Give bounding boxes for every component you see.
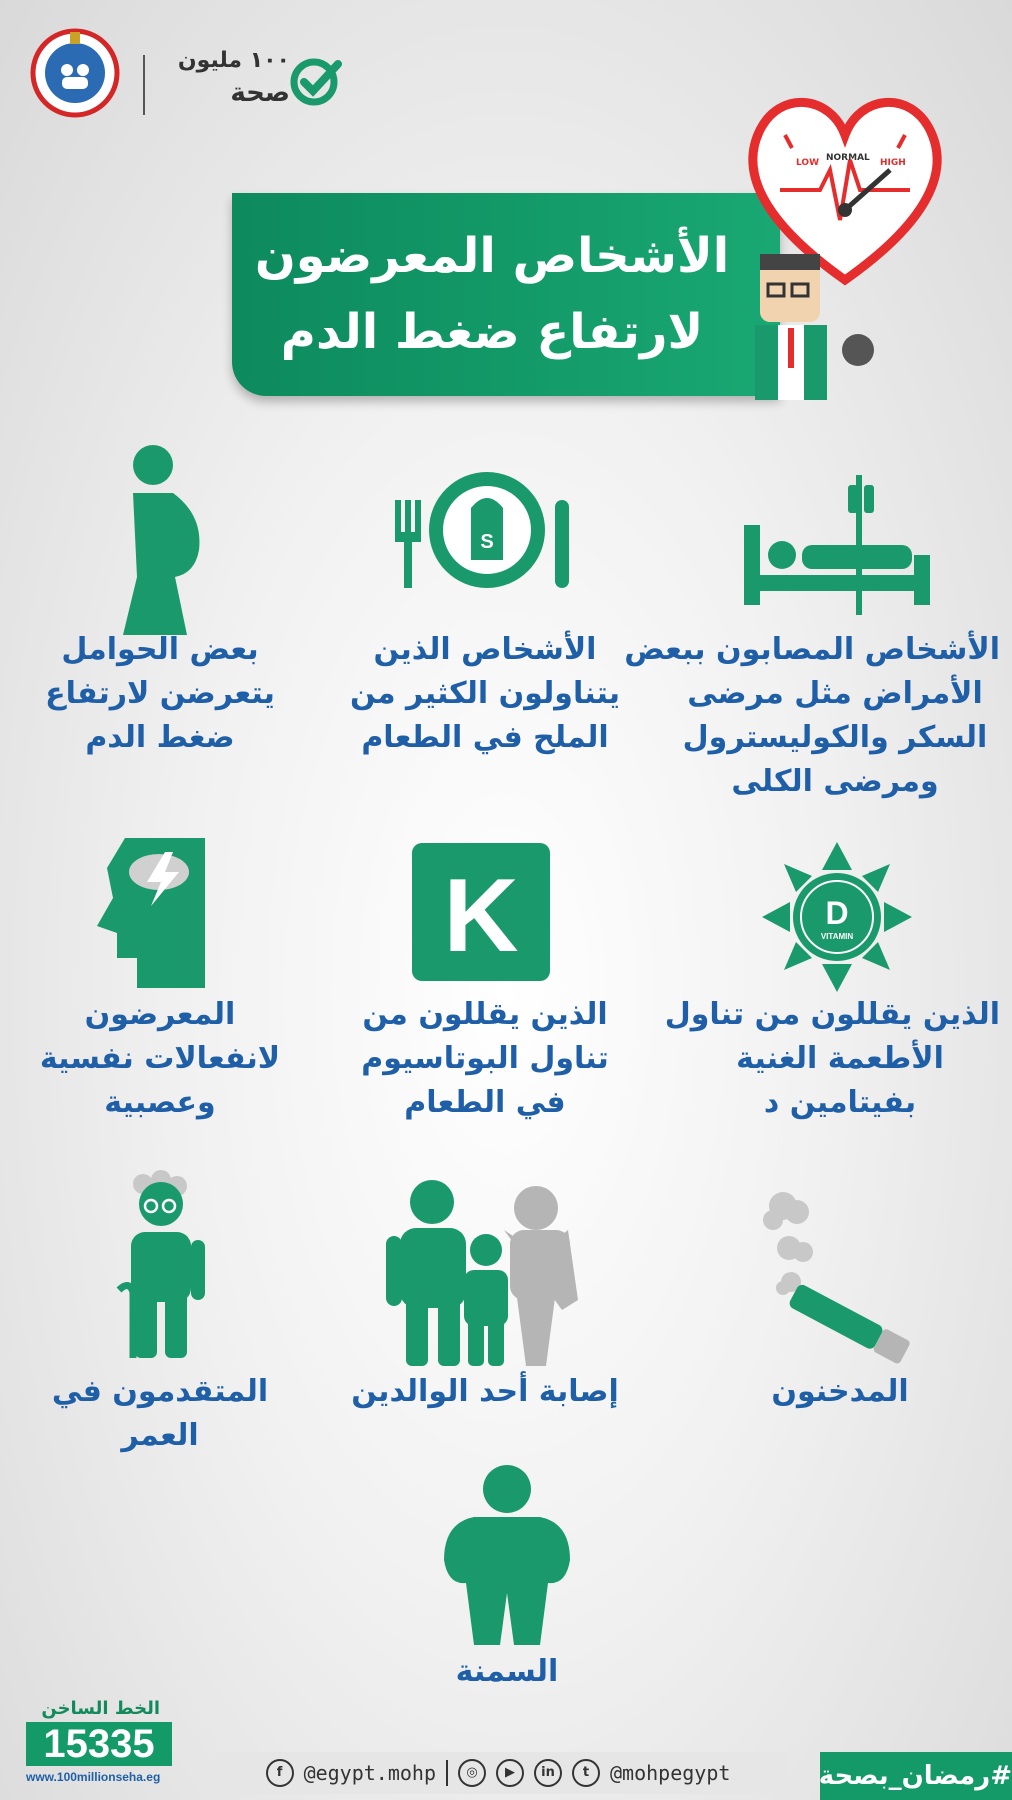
footer-divider (446, 1760, 448, 1786)
linkedin-icon[interactable]: in (534, 1759, 562, 1787)
hotline-label: الخط الساخن (41, 1698, 160, 1719)
label-chronic-diseases: الأشخاص المصابون ببعض الأمراض مثل مرضى السكر والكوليسترول ومرضى الكلى (624, 632, 1000, 799)
pregnant-woman-icon (115, 445, 205, 635)
label-potassium: الذين يقللون من تناول البوتاسيوم في الطعام (361, 997, 609, 1120)
sick-bed-icon (744, 475, 930, 615)
label-pregnancy: بعض الحوامل يتعرضن لارتفاع ضغط الدم (45, 632, 275, 755)
label-family-history: إصابة أحد الوالدين (351, 1374, 619, 1409)
gauge-normal-label: NORMAL (826, 153, 870, 163)
potassium-k-icon (412, 843, 550, 981)
check-circle-icon (290, 56, 342, 108)
cigarette-icon (755, 1188, 915, 1368)
obese-person-icon (444, 1465, 570, 1645)
social-handle[interactable]: @mohpegypt (610, 1761, 731, 1785)
hotline-number[interactable]: 15335 (26, 1722, 172, 1766)
vitamin-d-sun-icon (762, 842, 912, 992)
website-link[interactable]: www.100millionseha.eg (26, 1770, 161, 1784)
label-smokers: المدخنون (771, 1374, 909, 1409)
campaign-logo (172, 48, 352, 118)
label-obesity: السمنة (455, 1654, 559, 1689)
header-divider (143, 55, 145, 115)
instagram-icon[interactable]: ◎ (458, 1759, 486, 1787)
campaign-word: صحة (230, 78, 290, 108)
salt-plate-icon (393, 470, 573, 590)
title-line-1: الأشخاص المعرضون (254, 228, 730, 284)
stressed-head-icon (97, 838, 211, 988)
family-icon (386, 1180, 586, 1366)
title-line-2: لارتفاع ضغط الدم (280, 304, 704, 360)
elderly-man-icon (105, 1170, 215, 1358)
label-stress: المعرضون لانفعالات نفسية وعصبية (39, 997, 281, 1120)
label-high-salt: الأشخاص الذين يتناولون الكثير من الملح في الطعام (350, 632, 620, 755)
label-elderly: المتقدمون في العمر (51, 1374, 269, 1453)
label-vitamin-d: الذين يقللون من تناول الأطعمة الغنية بفيتامين د (664, 997, 1000, 1120)
potassium-badge: K (443, 858, 519, 974)
social-footer (208, 1752, 788, 1794)
gauge-high-label: HIGH (880, 158, 906, 168)
youtube-icon[interactable]: ▶ (496, 1759, 524, 1787)
facebook-handle[interactable]: @egypt.mohp (303, 1761, 437, 1785)
vitamin-d-badge: D (825, 895, 849, 931)
campaign-number: ١٠٠ مليون (177, 48, 290, 73)
ministry-logo (30, 28, 120, 118)
doctor-icon (730, 240, 880, 400)
twitter-icon[interactable]: t (572, 1759, 600, 1787)
page-title (232, 218, 752, 370)
gauge-low-label: LOW (796, 158, 819, 168)
facebook-icon[interactable]: f (266, 1759, 294, 1787)
ramadan-hashtag: #رمضان_بصحة (820, 1752, 1012, 1800)
heart-gauge-illustration (740, 90, 950, 400)
vitamin-badge-sub: VITAMIN (820, 932, 854, 941)
salt-badge: S (480, 531, 494, 553)
